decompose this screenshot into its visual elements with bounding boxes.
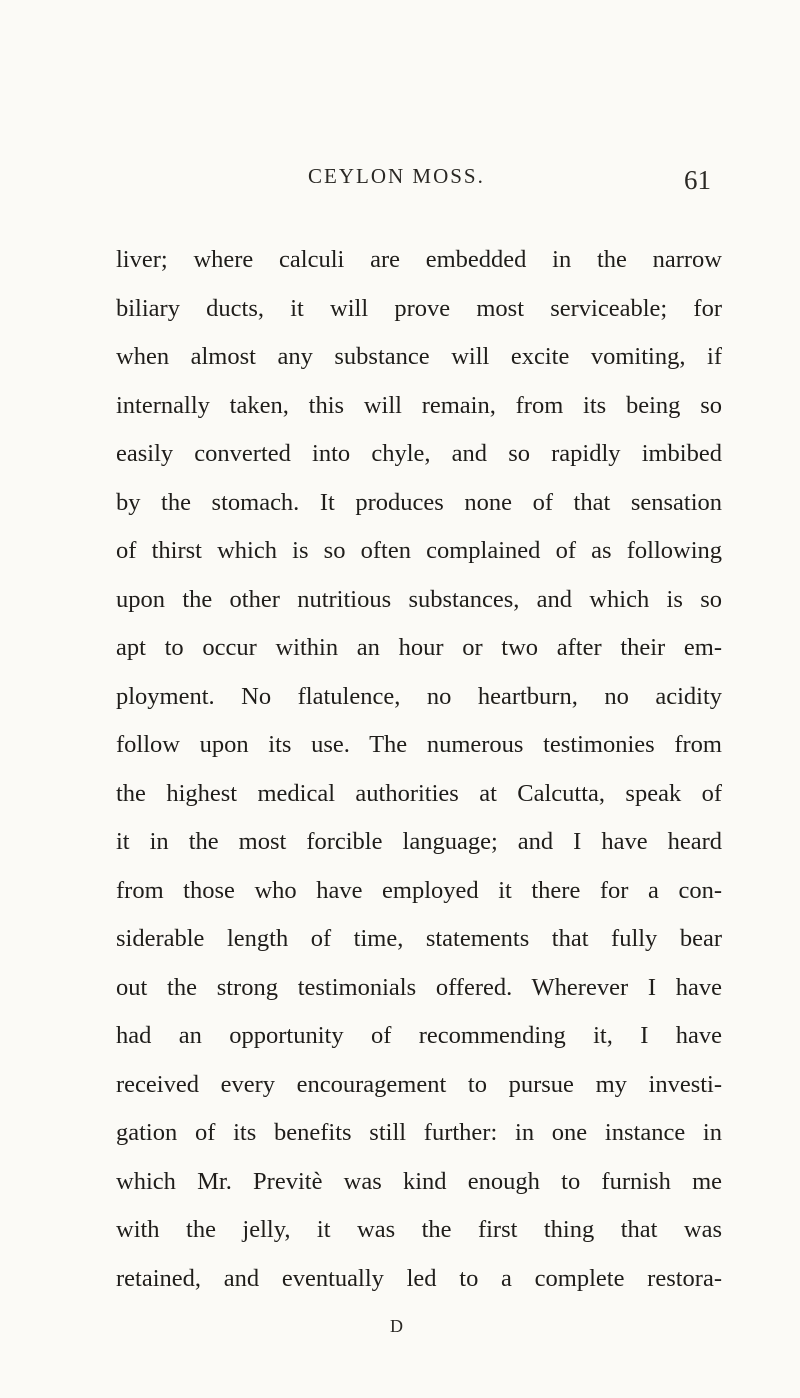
text-line: from those who have employed it there for a con-	[116, 876, 722, 904]
text-line: easily converted into chyle, and so rapidly imbibed	[116, 440, 722, 467]
running-title: CEYLON MOSS.	[308, 164, 485, 188]
text-line: of thirst which is so often complained of as following	[116, 537, 722, 564]
text-line: gation of its benefits still further: in one instance in	[116, 1119, 722, 1146]
text-line: apt to occur within an hour or two after their em-	[116, 634, 722, 661]
text-line: liver; where calculi are embedded in the narrow	[116, 246, 722, 273]
text-line: which Mr. Previtè was kind enough to furnish me	[116, 1167, 722, 1195]
text-line: internally taken, this will remain, from its being so	[116, 391, 722, 419]
text-line: the highest medical authorities at Calcutta, speak of	[116, 779, 722, 807]
text-line: siderable length of time, statements that fully bear	[116, 925, 722, 952]
text-line: biliary ducts, it will prove most serviceable; for	[116, 294, 722, 322]
text-line: upon the other nutritious substances, and which is so	[116, 585, 722, 613]
text-line: out the strong testimonials offered. Wherever I have	[116, 973, 722, 1001]
running-head	[0, 160, 800, 195]
text-line: had an opportunity of recommending it, I have	[116, 1022, 722, 1049]
text-line: it in the most forcible language; and I have heard	[116, 828, 722, 855]
signature-letter: D	[390, 1316, 403, 1336]
body-text	[116, 236, 722, 1303]
text-line: when almost any substance will excite vomiting, if	[116, 343, 722, 370]
text-line: follow upon its use. The numerous testimonies from	[116, 731, 722, 758]
text-line: received every encouragement to pursue my investi-	[116, 1070, 722, 1098]
page-number: 61	[684, 165, 711, 195]
text-line: with the jelly, it was the first thing that was	[116, 1216, 722, 1243]
text-line: retained, and eventually led to a complete restora-	[116, 1264, 722, 1292]
text-line: ployment. No flatulence, no heartburn, no acidity	[116, 682, 722, 710]
text-line: by the stomach. It produces none of that sensation	[116, 488, 722, 516]
